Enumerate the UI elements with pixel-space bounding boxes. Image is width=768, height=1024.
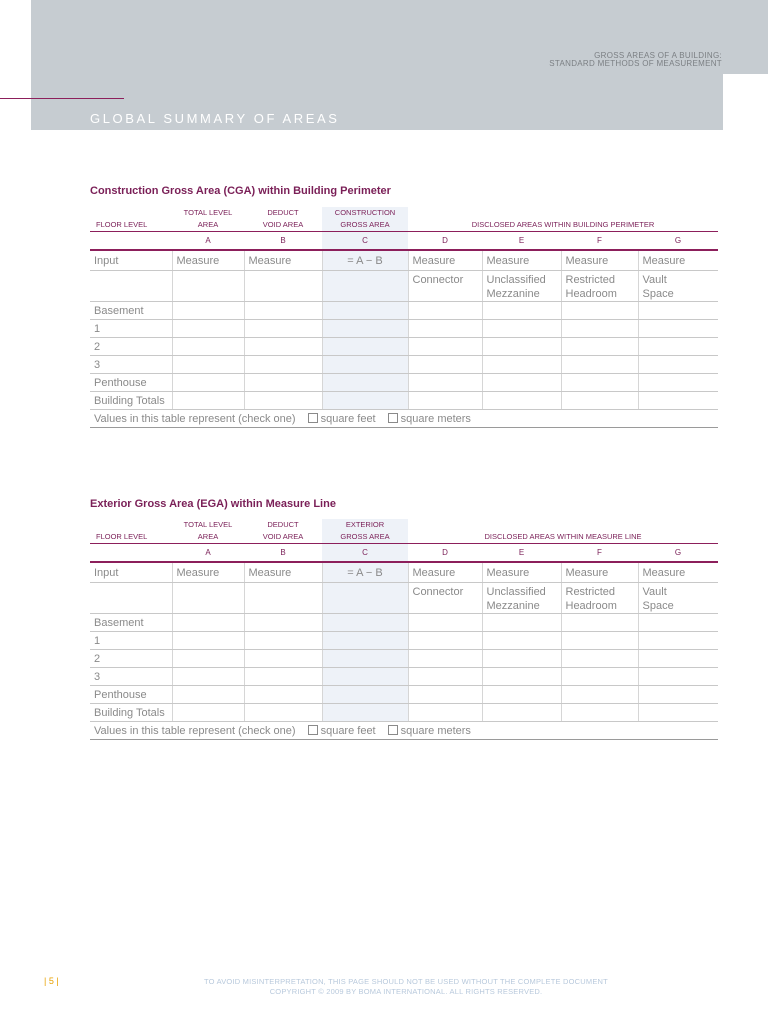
table-cell: = A − B <box>322 562 408 583</box>
table-cell <box>322 356 408 374</box>
table-cell <box>172 614 244 632</box>
table-cell <box>408 320 482 338</box>
table-letter-row <box>90 232 718 251</box>
header-deduct-void-area <box>244 519 322 544</box>
table-cell: Measure <box>482 250 561 271</box>
table-cell <box>638 338 718 356</box>
table-cell: Connector <box>408 583 482 614</box>
table-cell <box>244 392 322 410</box>
cell-text: Headroom <box>565 600 617 612</box>
cell-text: Headroom <box>565 288 617 300</box>
table-cell <box>172 392 244 410</box>
table-cell <box>322 374 408 392</box>
square-meters-checkbox[interactable] <box>388 413 398 423</box>
table-cell: Input <box>90 250 172 271</box>
cell-text: Unclassified <box>486 274 546 286</box>
floor-label: 1 <box>90 632 172 650</box>
table-cell: Measure <box>244 562 322 583</box>
table-cell <box>408 338 482 356</box>
letter-cell: F <box>561 232 638 251</box>
cell-text: Unclassified <box>486 586 546 598</box>
table-cell <box>408 704 482 722</box>
table-cell: Measure <box>638 250 718 271</box>
table-cell <box>172 320 244 338</box>
table-cell <box>561 356 638 374</box>
table-row <box>90 614 718 632</box>
table-cell <box>561 583 638 614</box>
table-cell <box>172 356 244 374</box>
table-cell <box>408 356 482 374</box>
table-cell <box>482 374 561 392</box>
table-cell <box>244 704 322 722</box>
floor-label: Penthouse <box>90 374 172 392</box>
cell-text: Restricted <box>565 586 616 598</box>
table-cell <box>90 583 172 614</box>
table-cell: Measure <box>561 562 638 583</box>
table1-title: Construction Gross Area (CGA) within Building Perimeter <box>90 185 391 197</box>
floor-label: 1 <box>90 320 172 338</box>
table-cell <box>322 271 408 302</box>
table-cell <box>172 338 244 356</box>
table-cell: Measure <box>561 250 638 271</box>
table-cell <box>638 302 718 320</box>
letter-cell <box>90 544 172 563</box>
table-row <box>90 562 718 583</box>
table-cell <box>244 302 322 320</box>
table-row <box>90 271 718 302</box>
cell-text: Restricted <box>565 274 616 286</box>
table-cell <box>561 668 638 686</box>
table-cell: Measure <box>408 562 482 583</box>
letter-cell: F <box>561 544 638 563</box>
units-selector <box>90 722 718 740</box>
document-title <box>549 52 722 68</box>
table-cell: Measure <box>638 562 718 583</box>
units-label: Values in this table represent (check one) <box>94 724 296 737</box>
header-text: VOID AREA <box>262 220 304 229</box>
table-cell <box>322 686 408 704</box>
table-cell <box>322 583 408 614</box>
table-cell <box>408 302 482 320</box>
table-cell <box>482 614 561 632</box>
units-selector <box>90 410 718 428</box>
units-label: Values in this table represent (check one) <box>94 412 296 425</box>
header-text: TOTAL LEVEL <box>183 520 233 529</box>
page-footer <box>180 977 632 997</box>
letter-cell: D <box>408 232 482 251</box>
table-cell <box>172 583 244 614</box>
table-cell <box>638 686 718 704</box>
header-text: AREA <box>197 532 219 541</box>
square-feet-label: square feet <box>320 724 376 737</box>
table-cell <box>482 302 561 320</box>
table-row <box>90 338 718 356</box>
table-cell <box>561 650 638 668</box>
floor-label: Building Totals <box>90 392 172 410</box>
table-cell <box>561 374 638 392</box>
table-cell: Measure <box>482 562 561 583</box>
table-cell <box>561 302 638 320</box>
table-cell <box>322 632 408 650</box>
cell-text: Space <box>642 288 674 300</box>
floor-label: Basement <box>90 302 172 320</box>
header-floor-level: FLOOR LEVEL <box>96 532 148 541</box>
table-cell: = A − B <box>322 250 408 271</box>
header-total-level-area <box>172 519 244 544</box>
table-cell: Measure <box>172 250 244 271</box>
table-cell: Measure <box>244 250 322 271</box>
header-text: EXTERIOR <box>345 520 385 529</box>
table-cell <box>322 614 408 632</box>
table-cell <box>561 338 638 356</box>
table-row <box>90 704 718 722</box>
table-cell <box>638 356 718 374</box>
table-row <box>90 250 718 271</box>
ega-table <box>90 519 718 740</box>
table-row <box>90 668 718 686</box>
table-cell <box>482 392 561 410</box>
table-row <box>90 632 718 650</box>
table-cell <box>172 271 244 302</box>
floor-label: 2 <box>90 338 172 356</box>
square-feet-checkbox[interactable] <box>308 725 318 735</box>
header-disclosed-areas: DISCLOSED AREAS WITHIN BUILDING PERIMETER <box>471 220 655 229</box>
header-deduct-void-area <box>244 207 322 232</box>
table-cell <box>408 392 482 410</box>
table-cell <box>638 632 718 650</box>
square-feet-label: square feet <box>320 412 376 425</box>
floor-label: Building Totals <box>90 704 172 722</box>
table-cell <box>322 338 408 356</box>
table-row <box>90 320 718 338</box>
table-row <box>90 374 718 392</box>
cell-text: Vault <box>642 586 667 598</box>
header-text: GROSS AREA <box>340 220 390 229</box>
table-cell <box>638 650 718 668</box>
table-cell <box>638 320 718 338</box>
table-cell <box>482 650 561 668</box>
letter-cell: E <box>482 232 561 251</box>
table-cell <box>482 668 561 686</box>
square-feet-checkbox[interactable] <box>308 413 318 423</box>
footer-disclaimer: TO AVOID MISINTERPRETATION, THIS PAGE SHOULD NOT BE USED WITHOUT THE COMPLETE DOCUMENT <box>204 977 608 986</box>
floor-label: 2 <box>90 650 172 668</box>
table-cell <box>244 583 322 614</box>
table-row <box>90 686 718 704</box>
table-cell <box>638 704 718 722</box>
header-text: AREA <box>197 220 219 229</box>
cell-text: Space <box>642 600 674 612</box>
table2-title: Exterior Gross Area (EGA) within Measure Line <box>90 498 336 510</box>
table-cell <box>244 271 322 302</box>
floor-label: 3 <box>90 668 172 686</box>
table-cell <box>561 632 638 650</box>
header-gross-area <box>322 519 408 544</box>
table-header-row <box>90 207 718 232</box>
table-cell <box>408 614 482 632</box>
table-cell <box>244 356 322 374</box>
table-cell <box>482 686 561 704</box>
letter-cell: E <box>482 544 561 563</box>
table-cell <box>638 392 718 410</box>
table-cell <box>244 374 322 392</box>
table-cell <box>482 583 561 614</box>
table-row <box>90 392 718 410</box>
header-notch <box>723 0 768 74</box>
header-text: TOTAL LEVEL <box>183 208 233 217</box>
table-row <box>90 302 718 320</box>
table-row <box>90 583 718 614</box>
table-cell <box>561 392 638 410</box>
table-cell <box>482 704 561 722</box>
table-cell <box>244 668 322 686</box>
table-cell <box>244 686 322 704</box>
letter-cell: D <box>408 544 482 563</box>
header-text: CONSTRUCTION <box>334 208 396 217</box>
table-cell <box>408 668 482 686</box>
letter-cell: C <box>322 544 408 563</box>
table-cell <box>561 320 638 338</box>
table-cell <box>561 704 638 722</box>
table-cell <box>172 632 244 650</box>
table-cell <box>408 686 482 704</box>
table-cell <box>482 632 561 650</box>
table-cell: Input <box>90 562 172 583</box>
header-floor-level: FLOOR LEVEL <box>96 220 148 229</box>
letter-cell: A <box>172 544 244 563</box>
header-text: DEDUCT <box>267 208 299 217</box>
document-title-line1: GROSS AREAS OF A BUILDING: <box>594 51 722 60</box>
table-cell <box>482 338 561 356</box>
table-cell <box>408 632 482 650</box>
header-total-level-area <box>172 207 244 232</box>
table-cell <box>408 374 482 392</box>
table-cell <box>482 356 561 374</box>
header-text: VOID AREA <box>262 532 304 541</box>
header-text: GROSS AREA <box>340 532 390 541</box>
table-cell <box>172 668 244 686</box>
table-cell <box>244 614 322 632</box>
floor-label: 3 <box>90 356 172 374</box>
square-meters-label: square meters <box>400 724 471 737</box>
table-cell <box>244 632 322 650</box>
table-cell <box>561 614 638 632</box>
floor-label: Basement <box>90 614 172 632</box>
table-cell <box>172 704 244 722</box>
table-cell <box>322 668 408 686</box>
section-title: GLOBAL SUMMARY OF AREAS <box>90 111 340 126</box>
letter-cell <box>90 232 172 251</box>
table-cell <box>322 704 408 722</box>
cga-table <box>90 207 718 428</box>
letter-cell: B <box>244 544 322 563</box>
letter-cell: C <box>322 232 408 251</box>
page-number: | 5 | <box>44 976 59 986</box>
table-cell <box>172 302 244 320</box>
table-cell <box>322 650 408 668</box>
document-title-line2: STANDARD METHODS OF MEASUREMENT <box>549 59 722 68</box>
table-letter-row <box>90 544 718 563</box>
table-row <box>90 650 718 668</box>
table-cell <box>638 583 718 614</box>
table-cell <box>561 271 638 302</box>
table-cell <box>322 392 408 410</box>
table-cell <box>482 271 561 302</box>
cell-text: Vault <box>642 274 667 286</box>
table-cell <box>172 686 244 704</box>
table-cell <box>561 686 638 704</box>
table-cell <box>482 320 561 338</box>
table-cell <box>408 650 482 668</box>
header-disclosed-areas: DISCLOSED AREAS WITHIN MEASURE LINE <box>484 532 642 541</box>
letter-cell: B <box>244 232 322 251</box>
letter-cell: A <box>172 232 244 251</box>
table-footer-row <box>90 410 718 428</box>
square-meters-checkbox[interactable] <box>388 725 398 735</box>
table-cell <box>638 668 718 686</box>
cell-text: Mezzanine <box>486 600 540 612</box>
table-cell <box>638 374 718 392</box>
table-cell <box>90 271 172 302</box>
table-cell <box>172 374 244 392</box>
letter-cell: G <box>638 232 718 251</box>
table-cell <box>638 271 718 302</box>
square-meters-label: square meters <box>400 412 471 425</box>
floor-label: Penthouse <box>90 686 172 704</box>
accent-divider <box>0 98 124 99</box>
table-cell <box>244 650 322 668</box>
table-cell <box>638 614 718 632</box>
cell-text: Mezzanine <box>486 288 540 300</box>
table-cell: Measure <box>172 562 244 583</box>
table-cell <box>322 320 408 338</box>
letter-cell: G <box>638 544 718 563</box>
table-cell <box>244 338 322 356</box>
footer-copyright: COPYRIGHT © 2009 BY BOMA INTERNATIONAL. ALL RIGHTS RESERVED. <box>269 987 543 996</box>
table-cell: Measure <box>408 250 482 271</box>
header-text: DEDUCT <box>267 520 299 529</box>
table-cell: Connector <box>408 271 482 302</box>
table-footer-row <box>90 722 718 740</box>
header-gross-area <box>322 207 408 232</box>
table-cell <box>172 650 244 668</box>
table-header-row <box>90 519 718 544</box>
table-cell <box>244 320 322 338</box>
table-row <box>90 356 718 374</box>
table-cell <box>322 302 408 320</box>
